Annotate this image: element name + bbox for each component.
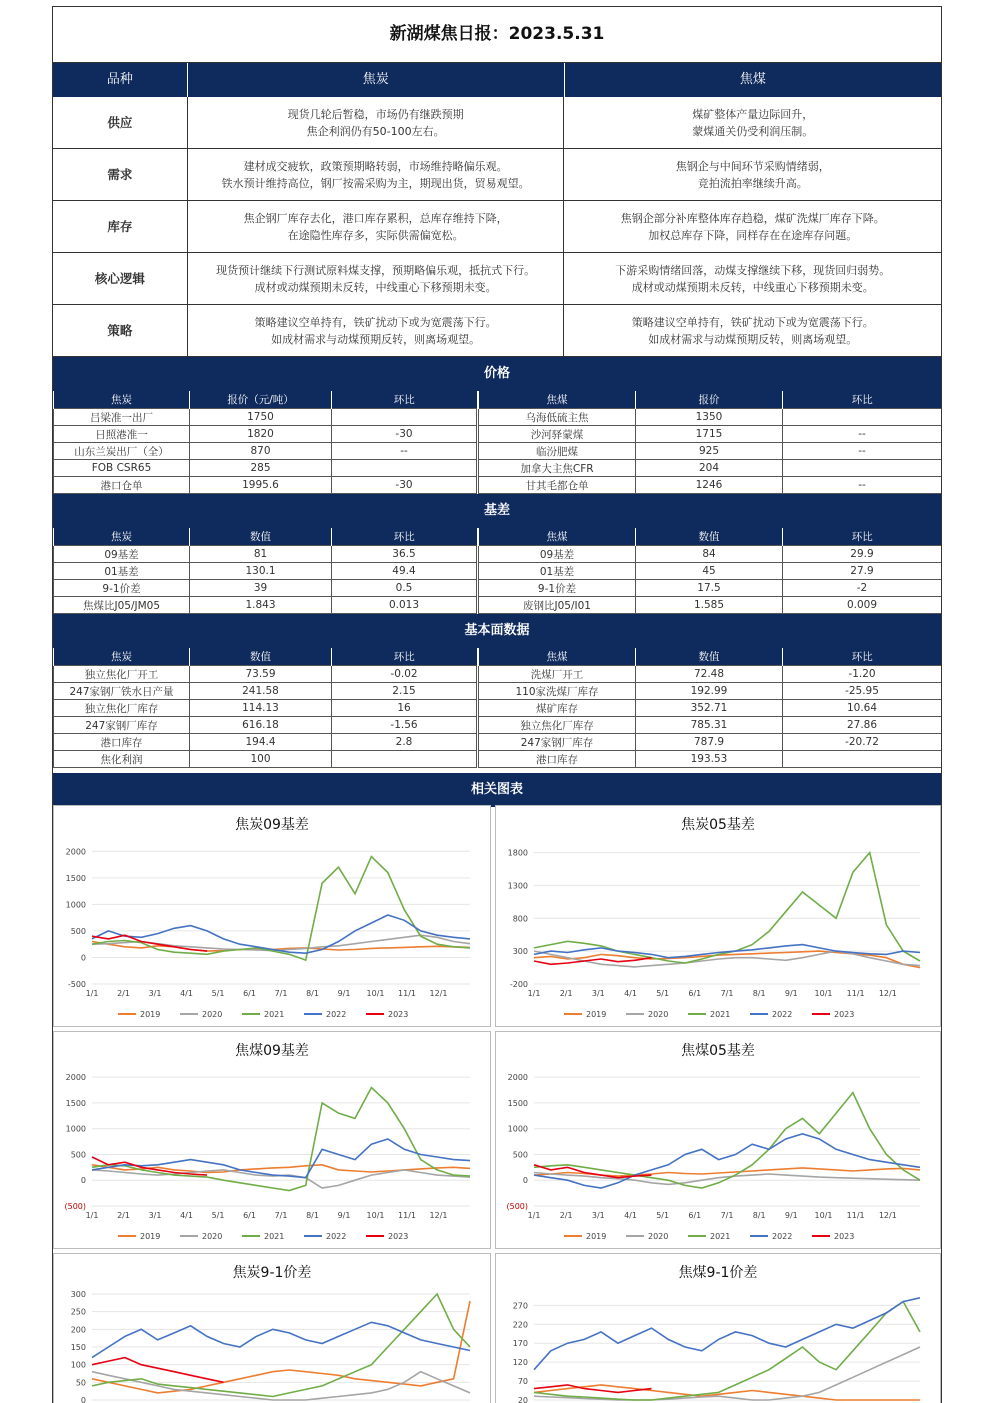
chart-panel [53, 1253, 491, 1403]
table-cell: 352.71 [636, 700, 783, 717]
column-header: 环比 [783, 648, 942, 666]
x-tick-label: 9/1 [337, 1211, 351, 1220]
legend-label: 2019 [586, 1010, 607, 1019]
y-tick-label: -200 [509, 980, 528, 989]
table-cell: 山东兰炭出厂（全） [54, 443, 190, 460]
x-tick-label: 12/1 [429, 1211, 448, 1220]
series-line-2023 [534, 1165, 652, 1178]
column-header: 焦煤 [479, 391, 636, 409]
x-tick-label: 3/1 [148, 1211, 162, 1220]
table-cell: 港口库存 [54, 734, 190, 751]
series-line-2021 [92, 857, 470, 961]
table-row [54, 409, 942, 426]
x-tick-label: 11/1 [398, 989, 416, 998]
series-line-2021 [534, 853, 920, 963]
y-tick-label: 1000 [65, 900, 86, 910]
series-line-2023 [92, 1358, 224, 1383]
x-tick-label: 11/1 [846, 989, 865, 998]
summary-coke-text: 策略建议空单持有，铁矿扰动下或为宽震荡下行。 如成材需求与动煤预期反转，则离场观望。 [188, 305, 565, 356]
table-cell: -1.56 [332, 717, 477, 734]
table-row [54, 683, 942, 700]
table-cell: 加拿大主焦CFR [479, 460, 636, 477]
x-tick-label: 8/1 [306, 989, 319, 998]
x-tick-label: 4/1 [624, 989, 637, 998]
chart-title: 焦炭9-1价差 [232, 1265, 312, 1281]
table-cell: 72.48 [636, 666, 783, 683]
table-cell: 焦煤比J05/JM05 [54, 597, 190, 614]
summary-row [53, 305, 941, 357]
chart-title: 焦煤09基差 [235, 1043, 309, 1059]
table-cell: 1715 [636, 426, 783, 443]
table-cell: 241.58 [190, 683, 332, 700]
table-cell: -- [783, 426, 942, 443]
table-cell: 787.9 [636, 734, 783, 751]
table-cell: 1.585 [636, 597, 783, 614]
x-tick-label: 7/1 [720, 1211, 734, 1220]
x-tick-label: 1/1 [527, 989, 541, 998]
legend-label: 2021 [264, 1232, 285, 1241]
header-coal: 焦煤 [564, 63, 941, 97]
x-tick-label: 8/1 [752, 989, 766, 998]
y-tick-label: 500 [512, 1150, 528, 1160]
table-cell: 吕梁准一出厂 [54, 409, 190, 426]
table-cell: 36.5 [332, 546, 477, 563]
y-tick-label: 1500 [65, 873, 86, 883]
chart-panel [53, 805, 491, 1027]
table-cell: 247家钢厂铁水日产量 [54, 683, 190, 700]
y-tick-label: 2000 [65, 847, 86, 857]
x-tick-label: 2/1 [559, 989, 573, 998]
fundamental-section-title: 基本面数据 [53, 614, 941, 648]
table-row [54, 563, 942, 580]
x-tick-label: 7/1 [274, 1211, 288, 1220]
column-header: 环比 [783, 528, 942, 546]
summary-coke-text: 建材成交疲软，政策预期略转弱，市场维持略偏乐观。 铁水预计维持高位，钢厂按需采购为主，期现出货，贸易观望。 [188, 149, 565, 200]
price-section-title: 价格 [53, 357, 941, 391]
column-header: 数值 [636, 528, 783, 546]
table-cell: 焦化利润 [54, 751, 190, 768]
legend-label: 2023 [388, 1232, 409, 1241]
line-chart [54, 1254, 492, 1403]
legend-label: 2023 [834, 1010, 855, 1019]
legend-label: 2022 [772, 1232, 793, 1241]
summary-row [53, 97, 941, 149]
table-cell: 49.4 [332, 563, 477, 580]
table-cell: 1246 [636, 477, 783, 494]
table-cell: -- [332, 443, 477, 460]
y-tick-label: 100 [70, 1360, 86, 1370]
table-row [54, 546, 942, 563]
table-cell: 洗煤厂开工 [479, 666, 636, 683]
table-cell [783, 460, 942, 477]
summary-row-label: 供应 [53, 97, 188, 148]
x-tick-label: 11/1 [398, 1211, 416, 1220]
fundamental-table [53, 648, 942, 768]
line-chart [496, 1254, 942, 1403]
table-cell: -1.20 [783, 666, 942, 683]
legend-label: 2019 [586, 1232, 607, 1241]
y-tick-label: 800 [512, 914, 528, 924]
x-tick-label: 4/1 [180, 989, 193, 998]
table-cell: -30 [332, 477, 477, 494]
legend-label: 2021 [710, 1232, 731, 1241]
price-table [53, 391, 942, 494]
table-cell: 29.9 [783, 546, 942, 563]
line-chart [54, 806, 492, 1028]
table-row [54, 597, 942, 614]
y-tick-label: 220 [512, 1320, 528, 1330]
y-tick-label: 0 [80, 953, 86, 963]
report-frame [52, 6, 942, 1403]
legend-label: 2020 [648, 1010, 669, 1019]
legend-label: 2023 [834, 1232, 855, 1241]
table-cell: 100 [190, 751, 332, 768]
table-cell: 0.013 [332, 597, 477, 614]
table-row [54, 700, 942, 717]
summary-row [53, 201, 941, 253]
table-cell: 27.9 [783, 563, 942, 580]
x-tick-label: 5/1 [211, 1211, 225, 1220]
table-header-row [54, 648, 942, 666]
table-cell: 01基差 [479, 563, 636, 580]
table-cell: 10.64 [783, 700, 942, 717]
table-cell: 17.5 [636, 580, 783, 597]
x-tick-label: 10/1 [366, 1211, 385, 1220]
x-tick-label: 12/1 [429, 989, 448, 998]
y-tick-label: 300 [512, 947, 528, 957]
y-tick-label: 0 [80, 1396, 86, 1403]
table-cell: 114.13 [190, 700, 332, 717]
y-tick-label: (500) [506, 1202, 528, 1211]
column-header: 报价 [636, 391, 783, 409]
x-tick-label: 12/1 [878, 989, 897, 998]
x-tick-label: 4/1 [180, 1211, 193, 1220]
legend-label: 2020 [202, 1232, 223, 1241]
x-tick-label: 12/1 [878, 1211, 897, 1220]
table-cell: 独立焦化厂库存 [479, 717, 636, 734]
series-line-2022 [534, 1298, 920, 1370]
table-cell: 煤矿库存 [479, 700, 636, 717]
line-chart [496, 806, 942, 1028]
table-cell: -20.72 [783, 734, 942, 751]
x-tick-label: 8/1 [752, 1211, 766, 1220]
summary-row-label: 需求 [53, 149, 188, 200]
table-cell [332, 409, 477, 426]
x-tick-label: 9/1 [784, 989, 798, 998]
table-cell: 独立焦化厂库存 [54, 700, 190, 717]
table-cell: 日照港准一 [54, 426, 190, 443]
table-cell: 港口库存 [479, 751, 636, 768]
x-tick-label: 10/1 [366, 989, 385, 998]
y-tick-label: 300 [70, 1290, 86, 1299]
summary-row-label: 策略 [53, 305, 188, 356]
table-cell: 独立焦化厂开工 [54, 666, 190, 683]
x-tick-label: 3/1 [591, 1211, 605, 1220]
legend-label: 2021 [710, 1010, 731, 1019]
table-header-row [54, 528, 942, 546]
y-tick-label: 2000 [507, 1073, 528, 1083]
table-cell: 81 [190, 546, 332, 563]
column-header: 环比 [332, 528, 477, 546]
table-cell: -- [783, 443, 942, 460]
table-cell: FOB CSR65 [54, 460, 190, 477]
table-cell: 247家钢厂库存 [479, 734, 636, 751]
table-cell: -0.02 [332, 666, 477, 683]
table-row [54, 460, 942, 477]
table-cell [332, 460, 477, 477]
legend-label: 2022 [772, 1010, 793, 1019]
y-tick-label: -500 [67, 980, 86, 989]
y-tick-label: 2000 [65, 1073, 86, 1083]
table-cell: 1820 [190, 426, 332, 443]
table-cell: 130.1 [190, 563, 332, 580]
table-cell: 废钢比J05/I01 [479, 597, 636, 614]
table-cell: 1.843 [190, 597, 332, 614]
column-header: 报价（元/吨） [190, 391, 332, 409]
line-chart [496, 1032, 942, 1250]
column-header: 数值 [636, 648, 783, 666]
header-coke: 焦炭 [187, 63, 564, 97]
table-cell: 27.86 [783, 717, 942, 734]
chart-panel [495, 1031, 941, 1249]
summary-coke-text: 焦企钢厂库存去化，港口库存累积，总库存维持下降， 在途隐性库存多，实际供需偏宽松。 [188, 201, 565, 252]
table-cell: 临汾肥煤 [479, 443, 636, 460]
y-tick-label: 270 [512, 1301, 528, 1311]
x-tick-label: 1/1 [527, 1211, 541, 1220]
column-header: 焦炭 [54, 528, 190, 546]
table-cell [783, 409, 942, 426]
x-tick-label: 11/1 [846, 1211, 865, 1220]
column-header: 焦炭 [54, 391, 190, 409]
table-cell [783, 751, 942, 768]
series-line-2020 [534, 1347, 920, 1400]
x-tick-label: 3/1 [591, 989, 605, 998]
table-cell: 193.53 [636, 751, 783, 768]
x-tick-label: 6/1 [688, 1211, 702, 1220]
basis-table [53, 528, 942, 614]
table-cell: 45 [636, 563, 783, 580]
y-tick-label: 1000 [507, 1124, 528, 1134]
table-cell: -- [783, 477, 942, 494]
table-row [54, 666, 942, 683]
table-cell: 09基差 [54, 546, 190, 563]
y-tick-label: 120 [512, 1358, 528, 1368]
y-tick-label: 150 [70, 1343, 86, 1352]
y-tick-label: 500 [70, 926, 86, 936]
table-cell: 01基差 [54, 563, 190, 580]
table-cell: 204 [636, 460, 783, 477]
column-header: 焦煤 [479, 528, 636, 546]
legend-label: 2022 [326, 1232, 347, 1241]
y-tick-label: 1500 [507, 1098, 528, 1108]
y-tick-label: 1300 [507, 881, 528, 891]
table-cell: 84 [636, 546, 783, 563]
table-header-row [54, 391, 942, 409]
summary-coal-text: 策略建议空单持有，铁矿扰动下或为宽震荡下行。 如成材需求与动煤预期反转，则离场观望。 [631, 315, 874, 346]
table-cell: 870 [190, 443, 332, 460]
table-cell: 2.8 [332, 734, 477, 751]
legend-label: 2023 [388, 1010, 409, 1019]
y-tick-label: 1000 [65, 1124, 86, 1134]
summary-coal-text: 下游采购情绪回落，动煤支撑继续下移，现货回归弱势。 成材或动煤预期未反转，中线重心下移预期未变。 [615, 263, 891, 294]
y-tick-label: 250 [70, 1307, 86, 1317]
table-cell: 1995.6 [190, 477, 332, 494]
series-line-2021 [92, 1294, 470, 1397]
summary-header [53, 63, 941, 97]
table-cell: 09基差 [479, 546, 636, 563]
x-tick-label: 4/1 [624, 1211, 637, 1220]
x-tick-label: 9/1 [784, 1211, 798, 1220]
chart-panel [495, 1253, 941, 1403]
table-cell: 16 [332, 700, 477, 717]
table-row [54, 751, 942, 768]
table-cell: 925 [636, 443, 783, 460]
y-tick-label: 70 [517, 1377, 528, 1387]
table-cell: -30 [332, 426, 477, 443]
x-tick-label: 7/1 [274, 989, 288, 998]
summary-table [53, 97, 941, 357]
table-cell: 1350 [636, 409, 783, 426]
legend-label: 2019 [140, 1010, 161, 1019]
summary-row-label: 库存 [53, 201, 188, 252]
table-cell: 2.15 [332, 683, 477, 700]
series-line-2020 [92, 1170, 470, 1188]
series-line-2022 [92, 1322, 470, 1357]
y-tick-label: 170 [512, 1339, 528, 1349]
summary-coal-text: 焦钢企与中间环节采购情绪弱， 竞拍流拍率继续升高。 [675, 159, 830, 190]
column-header: 焦炭 [54, 648, 190, 666]
x-tick-label: 3/1 [148, 989, 162, 998]
legend-label: 2022 [326, 1010, 347, 1019]
chart-title: 焦炭09基差 [235, 817, 309, 833]
table-cell: 247家钢厂库存 [54, 717, 190, 734]
column-header: 环比 [332, 391, 477, 409]
x-tick-label: 10/1 [814, 1211, 833, 1220]
x-tick-label: 2/1 [117, 1211, 130, 1220]
summary-coal-text: 焦钢企部分补库整体库存趋稳，煤矿洗煤厂库存下降。 加权总库存下降，同样存在在途库存问题。 [620, 211, 885, 242]
summary-row [53, 149, 941, 201]
x-tick-label: 1/1 [85, 989, 99, 998]
x-tick-label: 6/1 [243, 989, 256, 998]
column-header: 焦煤 [479, 648, 636, 666]
table-row [54, 717, 942, 734]
table-cell: 39 [190, 580, 332, 597]
column-header: 数值 [190, 648, 332, 666]
y-tick-label: 200 [70, 1325, 86, 1335]
y-tick-label: 20 [517, 1396, 528, 1403]
x-tick-label: 2/1 [117, 989, 130, 998]
table-cell: 0.5 [332, 580, 477, 597]
chart-title: 焦炭05基差 [681, 817, 755, 833]
report-title: 新湖煤焦日报：2023.5.31 [53, 7, 941, 63]
summary-coke-text: 现货预计继续下行测试原料煤支撑，预期略偏乐观，抵抗式下行。 成材或动煤预期未反转，中线重心下移预期未变。 [188, 253, 565, 304]
table-cell: 1750 [190, 409, 332, 426]
x-tick-label: 2/1 [559, 1211, 573, 1220]
basis-section-title: 基差 [53, 494, 941, 528]
column-header: 环比 [332, 648, 477, 666]
chart-title: 焦煤9-1价差 [678, 1265, 758, 1281]
table-cell: 9-1价差 [479, 580, 636, 597]
table-cell: 110家洗煤厂库存 [479, 683, 636, 700]
x-tick-label: 8/1 [306, 1211, 319, 1220]
y-tick-label: 500 [70, 1150, 86, 1160]
x-tick-label: 9/1 [337, 989, 351, 998]
table-cell: 甘其毛都仓单 [479, 477, 636, 494]
table-cell: 785.31 [636, 717, 783, 734]
y-tick-label: (500) [64, 1202, 86, 1211]
column-header: 环比 [783, 391, 942, 409]
table-cell [332, 751, 477, 768]
table-row [54, 443, 942, 460]
table-cell: 194.4 [190, 734, 332, 751]
table-cell: 192.99 [636, 683, 783, 700]
legend-label: 2019 [140, 1232, 161, 1241]
chart-panel [495, 805, 941, 1027]
y-tick-label: 0 [522, 1176, 528, 1186]
summary-coke-text: 现货几轮后暂稳，市场仍有继跌预期 焦企利润仍有50-100左右。 [188, 97, 565, 148]
charts-section-title: 相关图表 [53, 773, 941, 807]
legend-label: 2021 [264, 1010, 285, 1019]
header-variety: 品种 [106, 72, 133, 87]
x-tick-label: 1/1 [85, 1211, 99, 1220]
x-tick-label: 7/1 [720, 989, 734, 998]
y-tick-label: 1500 [65, 1098, 86, 1108]
table-row [54, 426, 942, 443]
table-cell: 73.59 [190, 666, 332, 683]
x-tick-label: 5/1 [211, 989, 225, 998]
x-tick-label: 6/1 [688, 989, 702, 998]
table-cell: 285 [190, 460, 332, 477]
legend-label: 2020 [648, 1232, 669, 1241]
table-cell: 0.009 [783, 597, 942, 614]
x-tick-label: 5/1 [656, 989, 670, 998]
legend-label: 2020 [202, 1010, 223, 1019]
x-tick-label: 6/1 [243, 1211, 256, 1220]
table-cell: 港口仓单 [54, 477, 190, 494]
table-row [54, 580, 942, 597]
summary-row-label: 核心逻辑 [53, 253, 188, 304]
table-cell: 乌海低硫主焦 [479, 409, 636, 426]
summary-row [53, 253, 941, 305]
table-cell: -25.95 [783, 683, 942, 700]
table-cell: 9-1价差 [54, 580, 190, 597]
y-tick-label: 50 [75, 1378, 86, 1388]
x-tick-label: 5/1 [656, 1211, 670, 1220]
table-row [54, 477, 942, 494]
chart-title: 焦煤05基差 [681, 1043, 755, 1059]
summary-coal-text: 煤矿整体产量边际回升， 蒙煤通关仍受利润压制。 [692, 107, 814, 138]
y-tick-label: 1800 [507, 848, 528, 858]
table-row [54, 734, 942, 751]
chart-panel [53, 1031, 491, 1249]
x-tick-label: 10/1 [814, 989, 833, 998]
table-cell: 沙河驿蒙煤 [479, 426, 636, 443]
y-tick-label: 0 [80, 1176, 86, 1186]
table-cell: 616.18 [190, 717, 332, 734]
column-header: 数值 [190, 528, 332, 546]
line-chart [54, 1032, 492, 1250]
table-cell: -2 [783, 580, 942, 597]
